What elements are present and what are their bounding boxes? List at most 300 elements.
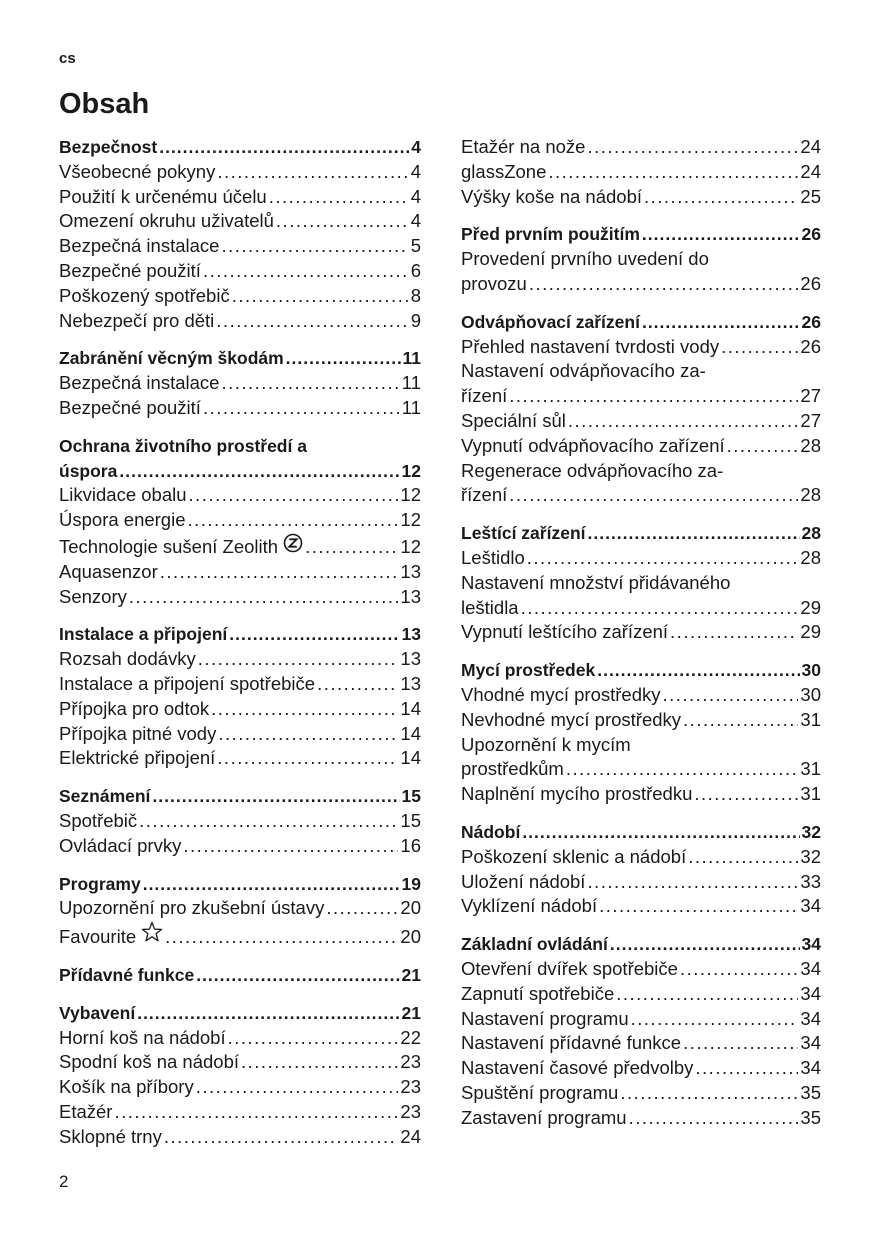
- toc-item[interactable]: [461, 160, 821, 185]
- toc-section: [461, 135, 821, 209]
- toc-heading[interactable]: [461, 658, 821, 683]
- dot-leader: [509, 384, 798, 409]
- toc-item-label: Všeobecné pokyny: [59, 160, 216, 182]
- toc-item-label: Likvidace obalu: [59, 484, 187, 506]
- dot-leader: [326, 896, 398, 921]
- toc-item-page: 14: [400, 747, 421, 769]
- toc-item-page: 9: [410, 309, 421, 331]
- toc-item-label: Otevření dvířek spotřebiče: [461, 957, 678, 979]
- dot-leader: [522, 820, 799, 845]
- dot-leader: [114, 1100, 398, 1125]
- dot-leader: [587, 870, 798, 895]
- toc-section: [59, 784, 421, 858]
- page-number: 2: [59, 1172, 69, 1191]
- dot-leader: [241, 1050, 398, 1075]
- dot-leader: [694, 782, 798, 807]
- toc-item-label: řízení: [461, 484, 508, 506]
- toc-item-line: Nastavení množství přidávaného: [461, 571, 731, 593]
- toc-item-page: 28: [800, 484, 821, 506]
- toc-item[interactable]: [59, 533, 421, 560]
- toc-item[interactable]: [461, 1106, 821, 1131]
- toc-item-label: Upozornění pro zkušební ústavy: [59, 897, 325, 919]
- toc-item-page: 29: [800, 621, 821, 643]
- dot-leader: [680, 957, 798, 982]
- toc-item-page: 14: [400, 722, 421, 744]
- toc-section: [461, 310, 821, 508]
- dot-leader: [616, 982, 798, 1007]
- toc-item[interactable]: [461, 620, 821, 645]
- toc-item[interactable]: [461, 708, 821, 733]
- toc-item-label: leštidla: [461, 596, 519, 618]
- toc-item[interactable]: [59, 697, 421, 722]
- toc-item-label: glassZone: [461, 160, 547, 182]
- toc-item-label: Použití k určenému účelu: [59, 185, 267, 207]
- toc-section: [461, 521, 821, 645]
- toc-item-page: 13: [400, 560, 421, 582]
- toc-section: [461, 658, 821, 807]
- toc-item-label: Naplnění mycího prostředku: [461, 783, 693, 805]
- toc-item-label: Sklopné trny: [59, 1125, 162, 1147]
- dot-leader: [216, 309, 408, 334]
- toc-heading-label: Odvápňovací zařízení: [461, 311, 640, 332]
- toc-item-label: Košík na příbory: [59, 1076, 194, 1098]
- toc-item[interactable]: [461, 683, 821, 708]
- toc-heading[interactable]: [59, 135, 421, 160]
- toc-section: [59, 346, 421, 420]
- toc-item-label: Aquasenzor: [59, 560, 158, 582]
- toc-heading-page: 26: [801, 311, 821, 332]
- toc-item-page: 6: [410, 259, 421, 281]
- toc-heading-label: Nádobí: [461, 821, 521, 842]
- dot-leader: [527, 546, 799, 571]
- toc-heading-label: Přídavné funkce: [59, 964, 195, 985]
- toc-item[interactable]: [461, 894, 821, 919]
- toc-item-label: Bezpečná instalace: [59, 235, 220, 257]
- toc-item-page: 33: [800, 870, 821, 892]
- toc-item-label: Rozsah dodávky: [59, 648, 196, 670]
- toc-item-label: Úspora energie: [59, 509, 186, 531]
- toc-item-label: Bezpečné použití: [59, 396, 201, 418]
- toc-item-page: 23: [400, 1051, 421, 1073]
- dot-leader: [159, 135, 409, 160]
- toc-item-page: 11: [401, 396, 421, 418]
- dot-leader: [568, 409, 799, 434]
- toc-heading[interactable]: [461, 820, 821, 845]
- toc-heading-page: 11: [402, 348, 421, 369]
- toc-item-page: 4: [410, 210, 421, 232]
- toc-item-label: Etažér: [59, 1100, 113, 1122]
- page-title: Obsah: [59, 88, 150, 120]
- toc-item[interactable]: [59, 1050, 421, 1075]
- dot-leader: [203, 259, 409, 284]
- toc-item[interactable]: [59, 809, 421, 834]
- dot-leader: [276, 209, 409, 234]
- toc-item-page: 34: [800, 957, 821, 979]
- dot-leader: [221, 234, 408, 259]
- toc-item[interactable]: [59, 722, 421, 747]
- toc-item-page: 4: [410, 185, 421, 207]
- toc-item[interactable]: [59, 746, 421, 771]
- toc-item-line: Regenerace odvápňovacího za-: [461, 459, 724, 481]
- toc-item-page: 13: [400, 585, 421, 607]
- toc-item[interactable]: [461, 870, 821, 895]
- toc-item-label: Uložení nádobí: [461, 870, 586, 892]
- toc-heading-label: Instalace a připojení: [59, 624, 228, 645]
- toc-heading[interactable]: [59, 459, 421, 484]
- dot-leader: [232, 284, 409, 309]
- zeolith-icon: [283, 533, 303, 560]
- toc-section: [59, 434, 421, 610]
- toc-item[interactable]: [461, 957, 821, 982]
- toc-item-line: Nastavení odvápňovacího za-: [461, 360, 706, 382]
- dot-leader: [119, 459, 399, 484]
- toc-item[interactable]: [461, 483, 821, 508]
- toc-item-page: 5: [410, 235, 421, 257]
- toc-item[interactable]: [59, 396, 421, 421]
- toc-heading-page: 28: [801, 523, 821, 544]
- toc-heading-label: Bezpečnost: [59, 137, 158, 157]
- toc-item-page: 35: [800, 1081, 821, 1103]
- toc-item-page: 13: [400, 672, 421, 694]
- toc-item-page: 24: [400, 1125, 421, 1147]
- toc-item-label: Zastavení programu: [461, 1106, 627, 1128]
- toc-item-page: 34: [800, 1007, 821, 1029]
- toc-item[interactable]: [59, 483, 421, 508]
- toc-item-page: 28: [800, 434, 821, 456]
- toc-heading-page: 26: [801, 224, 821, 245]
- toc-item-label: Ovládací prvky: [59, 834, 182, 856]
- toc-item-label: Poškozený spotřebič: [59, 284, 230, 306]
- toc-column-left: [59, 135, 421, 1162]
- dot-leader: [629, 1106, 799, 1131]
- toc-item-line: Upozornění k mycím: [461, 733, 631, 755]
- dot-leader: [196, 963, 399, 988]
- toc-item[interactable]: [461, 135, 821, 160]
- toc-item[interactable]: [59, 1125, 421, 1150]
- toc-item-label: Zapnutí spotřebiče: [461, 982, 615, 1004]
- toc-item[interactable]: [461, 1007, 821, 1032]
- toc-heading-label: Vybavení: [59, 1002, 136, 1023]
- language-code: cs: [59, 50, 76, 67]
- dot-leader: [599, 894, 798, 919]
- toc-item-label: Speciální sůl: [461, 409, 566, 431]
- dot-leader: [228, 1026, 399, 1051]
- dot-leader: [587, 135, 798, 160]
- toc-item-page: 27: [800, 409, 821, 431]
- toc-heading[interactable]: [461, 310, 821, 335]
- dot-leader: [727, 434, 799, 459]
- toc-section: [59, 135, 421, 333]
- toc-item-page: 26: [800, 272, 821, 294]
- dot-leader: [305, 535, 398, 560]
- toc-item-label: Nastavení časové předvolby: [461, 1057, 694, 1079]
- toc-item[interactable]: [59, 672, 421, 697]
- toc-item[interactable]: [461, 782, 821, 807]
- dot-leader: [548, 160, 798, 185]
- toc-item[interactable]: [461, 1081, 821, 1106]
- dot-leader: [189, 483, 399, 508]
- toc-item[interactable]: [461, 434, 821, 459]
- dot-leader: [143, 872, 400, 897]
- toc-item[interactable]: [461, 335, 821, 360]
- toc-item-label: Senzory: [59, 585, 127, 607]
- toc-item-label: Poškození sklenic a nádobí: [461, 845, 687, 867]
- toc-item[interactable]: [59, 259, 421, 284]
- dot-leader: [203, 396, 400, 421]
- toc-item-page: 34: [800, 1032, 821, 1054]
- dot-leader: [642, 310, 800, 335]
- toc-heading-label: Seznámení: [59, 786, 151, 807]
- dot-leader: [217, 160, 408, 185]
- toc-item[interactable]: [461, 757, 821, 782]
- toc-item-page: 13: [400, 648, 421, 670]
- toc-item[interactable]: [461, 1031, 821, 1056]
- toc-item-label: Etažér na nože: [461, 136, 586, 157]
- toc-item[interactable]: [461, 409, 821, 434]
- dot-leader: [588, 521, 800, 546]
- toc-heading-label: Základní ovládání: [461, 934, 608, 955]
- toc-section: [59, 963, 421, 988]
- toc-section: [461, 820, 821, 919]
- toc-item-label: provozu: [461, 272, 527, 294]
- dot-leader: [198, 647, 399, 672]
- dot-leader: [662, 683, 798, 708]
- toc-item-label: Leštidlo: [461, 546, 525, 568]
- dot-leader: [695, 1056, 798, 1081]
- toc-item-label: řízení: [461, 385, 508, 407]
- toc-item-page: 34: [800, 895, 821, 917]
- toc-item-label: Přehled nastavení tvrdosti vody: [461, 335, 720, 357]
- toc-item-page: 23: [400, 1076, 421, 1098]
- dot-leader: [188, 508, 399, 533]
- toc-item-page: 31: [800, 783, 821, 805]
- dot-leader: [566, 757, 799, 782]
- toc-item[interactable]: [59, 834, 421, 859]
- toc-heading-page: 4: [411, 137, 421, 157]
- toc-section: [461, 222, 821, 296]
- toc-item[interactable]: [59, 560, 421, 585]
- toc-heading[interactable]: [59, 1001, 421, 1026]
- toc-item[interactable]: [59, 585, 421, 610]
- toc-item-page: 22: [400, 1026, 421, 1048]
- toc-item-page: 14: [400, 697, 421, 719]
- toc-item-page: 35: [800, 1106, 821, 1128]
- toc-item-label: Instalace a připojení spotřebiče: [59, 672, 316, 694]
- toc-heading[interactable]: [59, 872, 421, 897]
- toc-heading-label: Před prvním použitím: [461, 224, 640, 245]
- star-icon: [141, 921, 163, 950]
- toc-item-page: 12: [400, 535, 421, 557]
- dot-leader: [529, 272, 799, 297]
- dot-leader: [152, 784, 399, 809]
- toc-heading-label: Leštící zařízení: [461, 523, 586, 544]
- toc-item-page: 12: [400, 509, 421, 531]
- toc-item[interactable]: [59, 896, 421, 921]
- toc-section: [59, 1001, 421, 1150]
- toc-heading[interactable]: [59, 622, 421, 647]
- dot-leader: [286, 346, 401, 371]
- toc-item-label: Nastavení programu: [461, 1007, 629, 1029]
- toc-item[interactable]: [59, 371, 421, 396]
- toc-item-page: 34: [800, 1057, 821, 1079]
- toc-item[interactable]: [59, 1075, 421, 1100]
- toc-heading-label: Programy: [59, 873, 141, 894]
- dot-leader: [644, 185, 798, 210]
- toc-item-label: prostředkům: [461, 758, 564, 780]
- toc-item-page: 15: [400, 809, 421, 831]
- toc-item-label: Spotřebič: [59, 809, 138, 831]
- toc-column-right: [461, 135, 821, 1143]
- toc-item-page: 25: [800, 185, 821, 207]
- toc-item-page: 32: [800, 845, 821, 867]
- dot-leader: [139, 809, 398, 834]
- toc-item-page: 34: [800, 982, 821, 1004]
- toc-item-label: Omezení okruhu uživatelů: [59, 210, 274, 232]
- toc-item-page: 24: [800, 160, 821, 182]
- toc-item-page: 28: [800, 546, 821, 568]
- toc-item-page: 26: [800, 335, 821, 357]
- toc-heading-page: 32: [801, 821, 821, 842]
- toc-item[interactable]: [461, 272, 821, 297]
- dot-leader: [229, 622, 399, 647]
- dot-leader: [521, 596, 799, 621]
- toc-heading-label: úspora: [59, 460, 118, 481]
- dot-leader: [217, 746, 398, 771]
- toc-item[interactable]: [461, 596, 821, 621]
- toc-item-label: Výšky koše na nádobí: [461, 185, 642, 207]
- toc-item-label: Bezpečná instalace: [59, 372, 220, 394]
- toc-item-label: Vypnutí odvápňovacího zařízení: [461, 434, 725, 456]
- dot-leader: [165, 925, 398, 950]
- toc-item-label: Technologie sušení Zeolith: [59, 535, 279, 557]
- toc-heading[interactable]: [59, 963, 421, 988]
- dot-leader: [317, 672, 398, 697]
- toc-item-label: Horní koš na nádobí: [59, 1026, 226, 1048]
- toc-item-page: 29: [800, 596, 821, 618]
- toc-item[interactable]: [59, 185, 421, 210]
- toc-item[interactable]: [461, 384, 821, 409]
- toc-item-page: 31: [800, 708, 821, 730]
- toc-item-page: 31: [800, 758, 821, 780]
- toc-heading-label: Mycí prostředek: [461, 660, 596, 681]
- toc-item[interactable]: [59, 234, 421, 259]
- toc-item-label: Vypnutí leštícího zařízení: [461, 621, 669, 643]
- toc-section: [461, 932, 821, 1130]
- toc-heading-page: 30: [801, 660, 821, 681]
- toc-heading[interactable]: [461, 521, 821, 546]
- toc-item[interactable]: [59, 209, 421, 234]
- toc-item[interactable]: [59, 1100, 421, 1125]
- dot-leader: [129, 585, 399, 610]
- dot-leader: [221, 371, 399, 396]
- toc-item-label: Elektrické připojení: [59, 747, 216, 769]
- toc-item[interactable]: [461, 185, 821, 210]
- toc-item-page: 20: [400, 897, 421, 919]
- dot-leader: [597, 658, 799, 683]
- toc-item-label: Spodní koš na nádobí: [59, 1051, 240, 1073]
- toc-heading-page: 15: [401, 786, 421, 807]
- toc-item-label: Vyklízení nádobí: [461, 895, 598, 917]
- toc-heading-page: 34: [801, 934, 821, 955]
- toc-heading[interactable]: [59, 346, 421, 371]
- toc-item[interactable]: [59, 1026, 421, 1051]
- toc-item-page: 8: [410, 284, 421, 306]
- dot-leader: [670, 620, 798, 645]
- toc-item[interactable]: [59, 921, 421, 950]
- toc-item-line: Provedení prvního uvedení do: [461, 248, 709, 270]
- toc-item-label: Nebezpečí pro děti: [59, 309, 215, 331]
- toc-heading-label: Zabránění věcným škodám: [59, 348, 284, 369]
- toc-item-label: Nevhodné mycí prostředky: [461, 708, 682, 730]
- toc-item-page: 11: [401, 372, 421, 394]
- dot-leader: [218, 722, 398, 747]
- dot-leader: [631, 1007, 799, 1032]
- toc-item-page: 24: [800, 136, 821, 157]
- toc-item-label: Přípojka pitné vody: [59, 722, 217, 744]
- toc-item-label: Bezpečné použití: [59, 259, 201, 281]
- dot-leader: [683, 708, 798, 733]
- toc-item-page: 23: [400, 1100, 421, 1122]
- toc-item-label: Přípojka pro odtok: [59, 697, 210, 719]
- toc-heading-line: Ochrana životního prostředí a: [59, 435, 307, 456]
- dot-leader: [642, 222, 800, 247]
- dot-leader: [137, 1001, 399, 1026]
- toc-item[interactable]: [59, 647, 421, 672]
- toc-item[interactable]: [59, 284, 421, 309]
- toc-item-label: Vhodné mycí prostředky: [461, 683, 661, 705]
- toc-item-page: 4: [410, 160, 421, 182]
- toc-item[interactable]: [461, 845, 821, 870]
- toc-item-page: 16: [400, 834, 421, 856]
- toc-item[interactable]: [461, 546, 821, 571]
- dot-leader: [688, 845, 798, 870]
- toc-item-page: 12: [400, 484, 421, 506]
- dot-leader: [683, 1031, 798, 1056]
- toc-item-page: 20: [400, 926, 421, 948]
- dot-leader: [183, 834, 398, 859]
- toc-section: [59, 872, 421, 950]
- dot-leader: [721, 335, 798, 360]
- toc-item[interactable]: [461, 982, 821, 1007]
- dot-leader: [196, 1075, 399, 1100]
- dot-leader: [211, 697, 398, 722]
- toc-heading-page: 21: [401, 1002, 421, 1023]
- toc-item[interactable]: [59, 309, 421, 334]
- dot-leader: [509, 483, 798, 508]
- toc-item[interactable]: [59, 508, 421, 533]
- dot-leader: [164, 1125, 399, 1150]
- toc-heading[interactable]: [461, 222, 821, 247]
- dot-leader: [610, 932, 800, 957]
- toc-item-label: Spuštění programu: [461, 1081, 619, 1103]
- toc-heading-page: 19: [401, 873, 421, 894]
- dot-leader: [160, 560, 399, 585]
- toc-item[interactable]: [461, 1056, 821, 1081]
- toc-item-label: Favourite: [59, 926, 137, 948]
- dot-leader: [269, 185, 409, 210]
- toc-heading-page: 13: [401, 624, 421, 645]
- toc-heading[interactable]: [461, 932, 821, 957]
- toc-item[interactable]: [59, 160, 421, 185]
- toc-heading-page: 12: [401, 460, 421, 481]
- toc-item-page: 27: [800, 385, 821, 407]
- toc-heading[interactable]: [59, 784, 421, 809]
- toc-heading-page: 21: [401, 964, 421, 985]
- toc-section: [59, 622, 421, 771]
- dot-leader: [620, 1081, 798, 1106]
- toc-item-label: Nastavení přídavné funkce: [461, 1032, 682, 1054]
- toc-item-page: 30: [800, 683, 821, 705]
